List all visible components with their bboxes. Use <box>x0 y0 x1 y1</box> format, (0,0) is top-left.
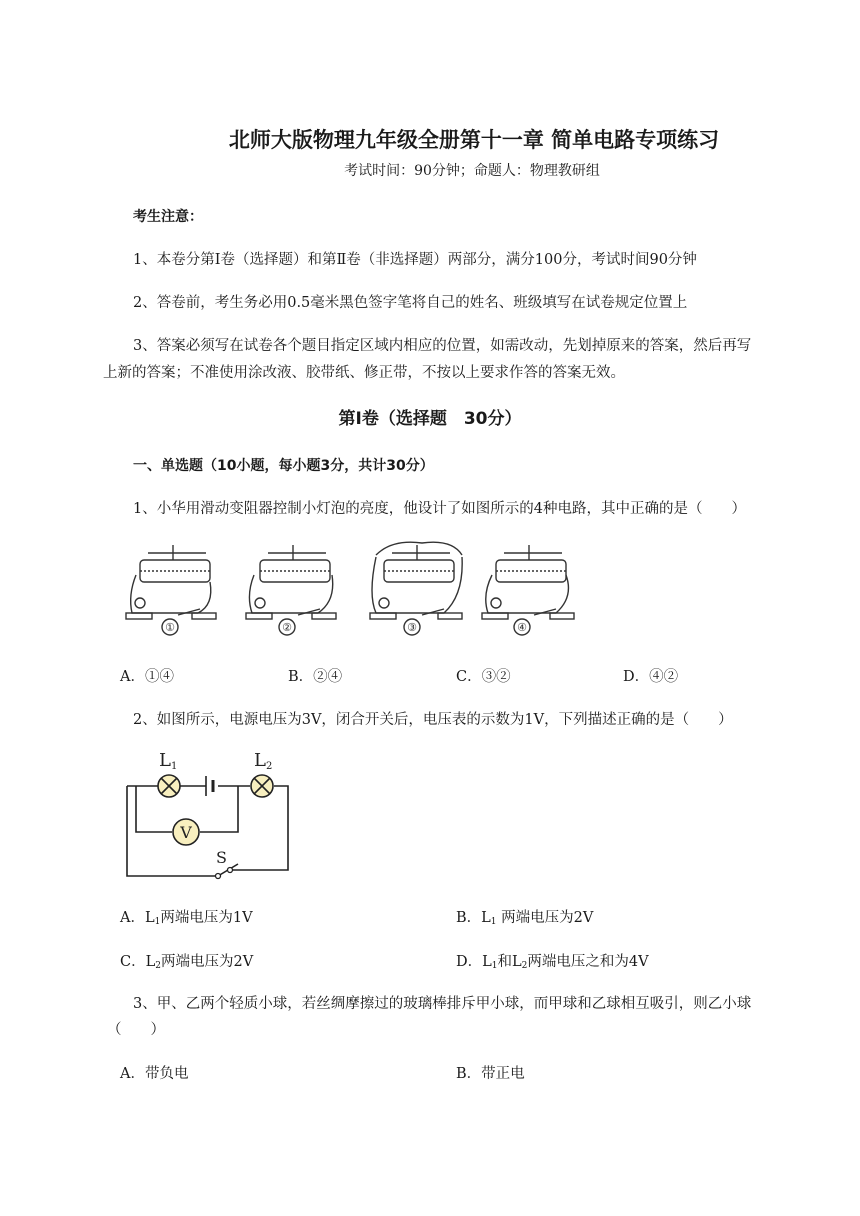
q2-stem: 2、如图所示，电源电压为3V，闭合开关后，电压表的示数为1V，下列描述正确的是（ ） <box>133 712 733 728</box>
q2-option-d-subscript-2: 2 <box>521 961 528 971</box>
q3-stem: 3、甲、乙两个轻质小球，若丝绸摩擦过的玻璃棒排斥甲小球，而甲球和乙球相互吸引，则乙小球 <box>133 996 752 1012</box>
section-title: 第Ⅰ卷（选择题 30分） <box>338 409 522 429</box>
l1-label-sub: 1 <box>171 761 178 772</box>
circuit-figure-1 <box>126 545 216 619</box>
q1-option-d[interactable]: D．④② <box>623 669 679 685</box>
l2-label-sub: 2 <box>266 761 273 772</box>
q2-option-d-subscript: 1 <box>491 961 498 971</box>
q1-option-b[interactable]: B．②④ <box>288 669 343 685</box>
q1-figures <box>118 535 598 645</box>
l1-label: L <box>159 750 171 771</box>
q2-circuit-diagram <box>120 742 300 882</box>
exam-subtitle: 考试时间：90分钟；命题人：物理教研组 <box>344 163 600 179</box>
circuit-figure-2 <box>246 545 336 619</box>
q2-option-a-prefix: A．L <box>120 910 155 926</box>
notice-item-2: 2、答卷前，考生务必用0.5毫米黑色签字笔将自己的姓名、班级填写在试卷规定位置上 <box>133 295 688 311</box>
q3-option-b[interactable]: B．带正电 <box>456 1066 525 1082</box>
q2-option-a-text: 两端电压为1V <box>160 910 253 926</box>
figure-label-4: ④ <box>517 621 527 634</box>
q1-stem: 1、小华用滑动变阻器控制小灯泡的亮度，他设计了如图所示的4种电路，其中正确的是（ ） <box>133 501 746 517</box>
q2-option-d[interactable] <box>456 950 649 971</box>
notice-item-3: 3、答案必须写在试卷各个题目指定区域内相应的位置，如需改动，先划掉原来的答案，然后再写 <box>133 338 752 354</box>
q2-option-c[interactable] <box>120 950 253 971</box>
voltmeter-label: V <box>180 823 192 842</box>
part-title: 一、单选题（10小题，每小题3分，共计30分） <box>133 458 434 474</box>
q1-option-a[interactable]: A．①④ <box>120 669 174 685</box>
q3-stem-cont: （ ） <box>107 1022 165 1038</box>
notice-item-3-cont: 上新的答案；不准使用涂改液、胶带纸、修正带，不按以上要求作答的答案无效。 <box>103 365 625 381</box>
q2-option-b-subscript: 1 <box>490 917 497 927</box>
q2-option-c-text: 两端电压为2V <box>160 954 254 970</box>
q2-option-c-prefix: C．L <box>120 954 156 970</box>
figure-label-3: ③ <box>407 621 417 634</box>
q2-option-d-prefix: D．L <box>456 954 492 970</box>
q2-option-a[interactable] <box>120 906 253 927</box>
page-title: 北师大版物理九年级全册第十一章 简单电路专项练习 <box>228 128 720 152</box>
q2-option-b[interactable] <box>456 906 593 927</box>
circuit-figure-4 <box>482 545 574 619</box>
q3-option-a[interactable]: A．带负电 <box>120 1066 189 1082</box>
q1-option-c[interactable]: C．③② <box>456 669 511 685</box>
figure-label-2: ② <box>282 621 292 634</box>
q2-option-d-mid: 和L <box>497 954 522 970</box>
q2-option-a-subscript: 1 <box>154 917 161 927</box>
figure-label-1: ① <box>165 621 175 634</box>
q2-option-b-prefix: B．L <box>456 910 491 926</box>
q2-option-b-text: 两端电压为2V <box>496 910 594 926</box>
l2-label: L <box>254 750 266 771</box>
circuit-figure-3 <box>370 542 462 619</box>
q2-option-d-text: 两端电压之和为4V <box>527 954 649 970</box>
notice-heading: 考生注意： <box>133 209 203 225</box>
lamp-l2 <box>251 775 273 797</box>
q2-option-c-subscript: 2 <box>155 961 161 971</box>
notice-item-1: 1、本卷分第Ⅰ卷（选择题）和第Ⅱ卷（非选择题）两部分，满分100分，考试时间90分钟 <box>133 252 697 268</box>
switch-label: S <box>216 848 227 867</box>
lamp-l1 <box>158 775 180 797</box>
